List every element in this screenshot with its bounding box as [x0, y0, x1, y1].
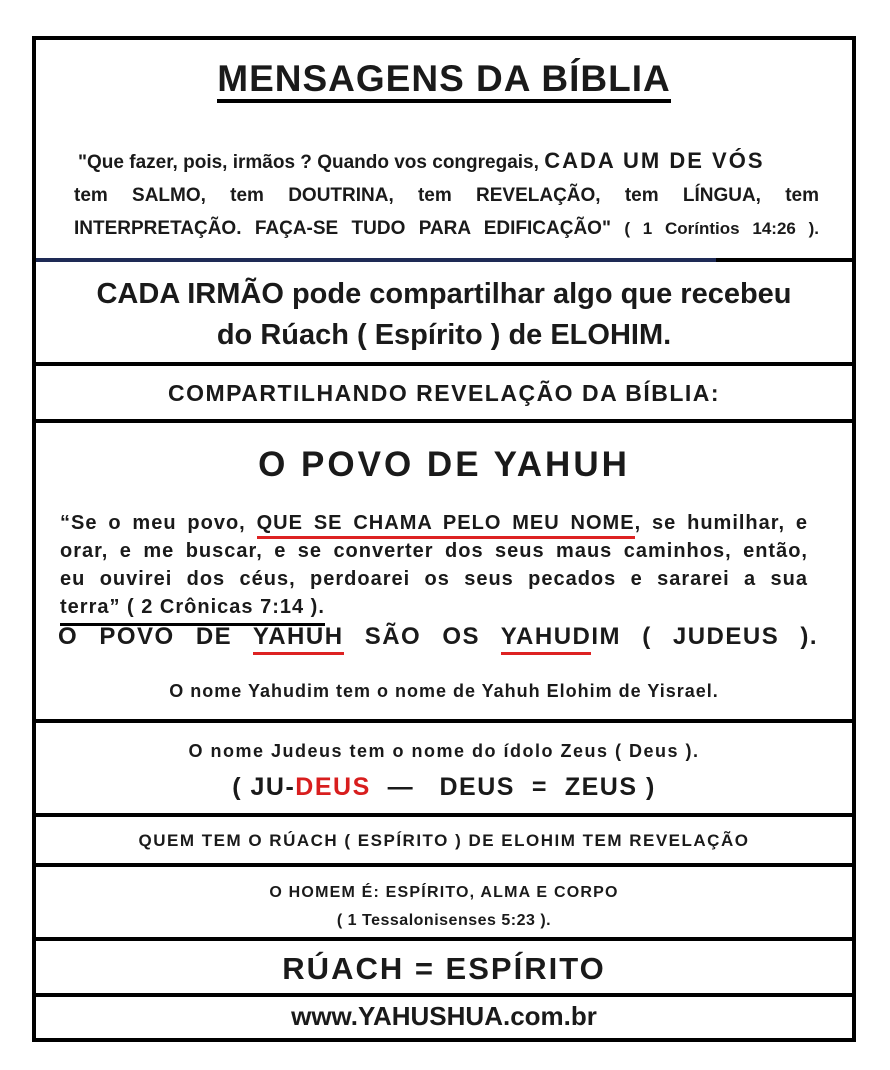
povo-section [36, 423, 852, 723]
yahudim-statement: O POVO DE YAHUH SÃO OS YAHUDIM ( JUDEUS ). [58, 623, 818, 651]
chronicles-verse: “Se o meu povo, QUE SE CHAMA PELO MEU NOME, se humilhar, e orar, e me buscar, e se converter dos seus maus caminhos, então, eu ouvirei dos céus, perdoarei os seus pecados e sararei a sua terra” ( 2 Crônicas 7:14 ). [60, 509, 808, 621]
compartilhando-heading: COMPARTILHANDO REVELAÇÃO DA BÍBLIA: [36, 366, 852, 423]
yahudim-name-note: O nome Yahudim tem o nome de Yahuh Elohim de Yisrael. [169, 681, 719, 701]
homem-section: O HOMEM É: ESPÍRITO, ALMA E CORPO ( 1 Tessalonisenses 5:23 ). [36, 867, 852, 941]
corinthians-verse: "Que fazer, pois, irmãos ? Quando vos congregais, CADA UM DE VÓS tem SALMO, tem DOUTRINA, tem REVELAÇÃO, tem LÍNGUA, tem INTERPRETAÇÃO. FAÇA-SE TUDO PARA EDIFICAÇÃO" ( 1 Coríntios 14:26 ). [74, 148, 820, 239]
cada-irmao-section: CADA IRMÃO pode compartilhar algo que recebeu do Rúach ( Espírito ) de ELOHIM. [36, 262, 852, 366]
website-link[interactable]: www.YAHUSHUA.com.br [291, 1001, 597, 1031]
page-title: MENSAGENS DA BÍBLIA [36, 58, 852, 100]
ruach-section: RÚACH = ESPÍRITO [36, 941, 852, 997]
document-frame [32, 36, 856, 1042]
header-section [36, 40, 852, 262]
quem-tem-section: QUEM TEM O RÚACH ( ESPÍRITO ) DE ELOHIM TEM REVELAÇÃO [36, 817, 852, 867]
judeus-section: O nome Judeus tem o nome do ídolo Zeus ( Deus ). ( JU-DEUS — DEUS = ZEUS ) [36, 723, 852, 817]
povo-title: O POVO DE YAHUH [258, 445, 630, 484]
